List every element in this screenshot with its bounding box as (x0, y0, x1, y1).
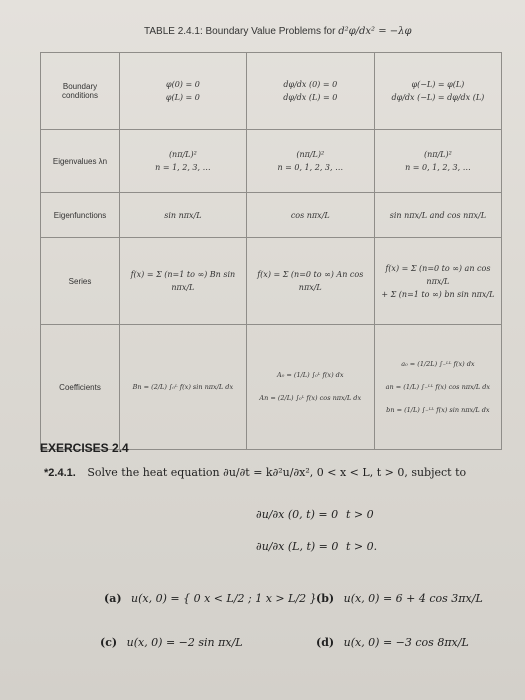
boundary-value-table (40, 52, 502, 450)
cell-line: + Σ (n=1 to ∞) bn sin nπx/L (381, 289, 495, 299)
cell-line: bn = (1/L) ∫₋ᴸᴸ f(x) sin nπx/L dx (386, 405, 490, 414)
part-b (316, 592, 483, 605)
cell-line: An = (2/L) ∫₀ᴸ f(x) cos nπx/L dx (259, 394, 362, 402)
table-cell (246, 130, 374, 193)
boundary-condition-1: ∂u/∂x (0, t) = 0 (256, 508, 339, 521)
cell-line: an = (1/L) ∫₋ᴸᴸ f(x) cos nπx/L dx (385, 382, 491, 391)
table-cell (246, 325, 374, 450)
row-head: Eigenfunctions (41, 193, 120, 238)
part-c-label: (c) (100, 636, 118, 649)
part-d-expression: u(x, 0) = −3 cos 8πx/L (343, 636, 469, 649)
table-cell (120, 130, 247, 193)
table-cell (120, 53, 247, 130)
table-cell (374, 130, 501, 193)
table-row (41, 130, 502, 193)
part-a-expression: u(x, 0) = { 0 x < L/2 ; 1 x > L/2 } (131, 592, 317, 605)
table-cell (246, 238, 374, 325)
part-c (100, 636, 243, 649)
problem-text: Solve the heat equation ∂u/∂t = k∂²u/∂x², 0 < x < L, t > 0, subject to (87, 466, 467, 479)
cell-line: A₀ = (1/L) ∫₀ᴸ f(x) dx (277, 371, 344, 379)
cell-line: f(x) = Σ (n=0 to ∞) An cos nπx/L (257, 270, 364, 292)
boundary-condition-1-range: t > 0 (346, 508, 374, 521)
table-row (41, 325, 502, 450)
part-b-label: (b) (316, 592, 335, 605)
part-d (316, 636, 469, 649)
cell-line: dφ/dx (0) = 0 (283, 80, 338, 89)
table-row (41, 53, 502, 130)
part-c-expression: u(x, 0) = −2 sin πx/L (126, 636, 243, 649)
table-cell (374, 325, 501, 450)
exercises-heading: EXERCISES 2.4 (40, 441, 129, 455)
table-row (41, 193, 502, 238)
cell-line: dφ/dx (L) = 0 (283, 93, 338, 102)
cell-line: a₀ = (1/2L) ∫₋ᴸᴸ f(x) dx (401, 359, 475, 368)
cell-line: (nπ/L)² (296, 150, 325, 159)
cell-line: Bn = (2/L) ∫₀ᴸ f(x) sin nπx/L dx (132, 382, 234, 391)
row-head: Boundary conditions (41, 53, 120, 130)
problem-number: *2.4.1. (44, 467, 76, 479)
table-caption (144, 26, 411, 37)
cell-line: φ(L) = 0 (165, 93, 200, 102)
boundary-condition-2-range: t > 0. (346, 540, 378, 553)
cell-line: φ(−L) = φ(L) (411, 80, 465, 89)
table-cell (374, 53, 501, 130)
problem-statement (44, 466, 466, 479)
table-cell (120, 238, 247, 325)
table-row (41, 238, 502, 325)
cell-line: sin nπx/L and cos nπx/L (389, 210, 487, 220)
row-head: Coefficients (41, 325, 120, 450)
cell-line: sin nπx/L (164, 210, 202, 220)
caption-label: TABLE 2.4.1: Boundary Value Problems for (144, 26, 336, 37)
part-a (104, 592, 317, 605)
table-cell (246, 193, 374, 238)
table-cell (120, 193, 247, 238)
table-cell (120, 325, 247, 450)
cell-line: n = 1, 2, 3, … (155, 163, 211, 172)
cell-line: φ(0) = 0 (165, 80, 200, 89)
cell-line: cos nπx/L (290, 210, 330, 220)
cell-line: f(x) = Σ (n=0 to ∞) an cos nπx/L (385, 263, 491, 286)
cell-line: n = 0, 1, 2, 3, … (405, 163, 471, 172)
part-d-label: (d) (316, 636, 335, 649)
cell-line: (nπ/L)² (168, 150, 197, 159)
cell-line: dφ/dx (−L) = dφ/dx (L) (391, 93, 485, 102)
boundary-condition-2: ∂u/∂x (L, t) = 0 (256, 540, 339, 553)
cell-line: n = 0, 1, 2, 3, … (277, 163, 344, 172)
part-b-expression: u(x, 0) = 6 + 4 cos 3πx/L (343, 592, 483, 605)
cell-line: f(x) = Σ (n=1 to ∞) Bn sin nπx/L (130, 270, 236, 292)
table-cell (374, 238, 501, 325)
table-cell (246, 53, 374, 130)
cell-line: (nπ/L)² (423, 150, 452, 159)
caption-equation: d²φ/dx² = −λφ (338, 26, 412, 37)
row-head: Eigenvalues λn (41, 130, 120, 193)
part-a-label: (a) (104, 592, 122, 605)
row-head: Series (41, 238, 120, 325)
table-cell (374, 193, 501, 238)
